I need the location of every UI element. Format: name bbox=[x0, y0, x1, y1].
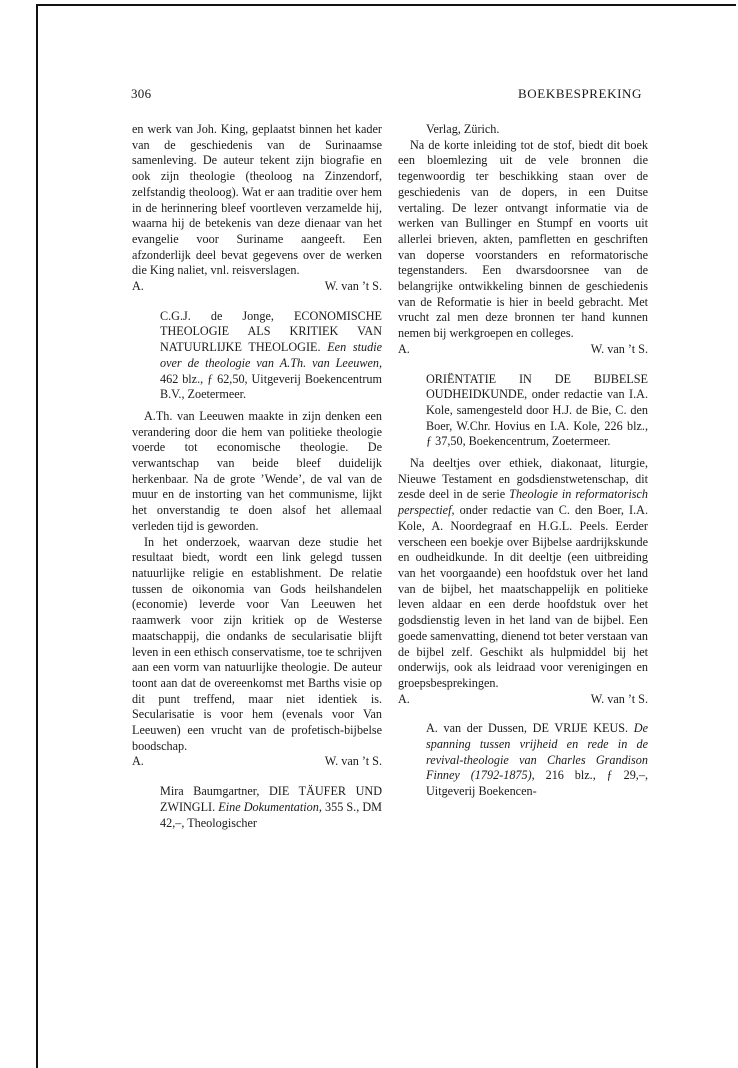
book-author-title: Mira Baumgartner, DIE TÄUFER UND ZWINGLI. bbox=[160, 784, 382, 814]
signature-initial: A. bbox=[398, 691, 410, 706]
book-reference bbox=[398, 721, 648, 800]
reviewer-signature bbox=[398, 342, 648, 358]
reviewer-signature bbox=[398, 692, 648, 708]
book-reference bbox=[132, 309, 382, 403]
page-number: 306 bbox=[131, 86, 152, 101]
running-header: BOEKBESPREKING bbox=[518, 86, 642, 101]
paragraph-text: Na deeltjes over ethiek, diakonaat, liturgie, Nieuwe Testament en godsdienstwetenschap, dit zesde deel in de serie bbox=[398, 456, 648, 502]
paragraph: Na de korte inleiding tot de stof, biedt dit boek een bloemlezing uit de vele bronnen die tegenwoordig ter beschikking staan over de geschiedenis van de dopers, in een Duitse vertaling. De lezer ontvangt informatie via de werken van Bullinger en Stumpf en voorts uit allerlei brieven, akten, pamfletten en geschriften van doperse voorstanders en reformatorische tegenstanders. Een dwarsdoorsnee van de belangrijke ontwikkeling binnen de geschiedenis van de Reformatie is hier in beeld gebracht. Met vrucht zal men deze bronnen ter hand kunnen nemen bij werkgroepen en colleges. bbox=[398, 137, 648, 341]
paragraph-text: onder redactie van C. den Boer, I.A. Kole, A. Noordegraaf en H.G.L. Peels. Eerder verscheen een boekje over Bijbelse aardrijkskunde en oudheidkunde. In dit deeltje (een uitbreiding van het voorgaande) een hoofdstuk over het land van de bijbel, het maatschappelijk en politieke leven aldaar en een derde hoofdstuk over het godsdienstig leven in het land van de bijbel. Een goede samenvatting, dienend tot beter verstaan van de bijbel zelf. Geschikt als hulpmiddel bij het onderwijs, ook als leidraad voor verenigingen en groepsbesprekingen. bbox=[398, 503, 649, 690]
book-reference-continued: Verlag, Zürich. bbox=[426, 122, 500, 136]
signature-initial: A. bbox=[132, 279, 144, 294]
paragraph: In het onderzoek, waarvan deze studie het resultaat biedt, wordt een link gelegd tussen natuurlijke religie en establishment. De relatie tussen de oikonomia van Gods heilshandelen (economie) leverde voor Van Leeuwen het raamwerk voor zijn kritiek op de Westerse maatschappij, die ondanks de secularisatie blijft leven in een ethisch conservatisme, toe te schrijven aan een vorm van natuurlijke theologie. De auteur toont aan dat de overeenkomst met Barths visie op dit punt treffend, maar niet identiek is. Secularisatie is voor hem (evenals voor Van Leeuwen) een vrucht van de profetisch-bijbelse boodschap. bbox=[132, 534, 382, 753]
paragraph: en werk van Joh. King, geplaatst binnen het kader van de geschiedenis van de Surinaamse samenleving. De auteur tekent zijn biografie en ook zijn theologie (theoloog na Zinzendorf, zelfstandig theoloog). Wat er aan traditie over hem in de herinnering bleef voortleven verzamelde hij, waarna hij de betekenis van deze dienaar van het evangelie voor Suriname aangeeft. Een afzonderlijk deel bevat gegevens over de werken die King naliet, vnl. reisverslagen. bbox=[132, 122, 382, 278]
right-column bbox=[398, 122, 648, 806]
left-column bbox=[132, 122, 382, 837]
book-details: 355 S., DM 42,–, Theologischer bbox=[160, 799, 383, 830]
book-author-title: A. van der Dussen, DE VRIJE KEUS. bbox=[426, 721, 629, 736]
book-subtitle: De spanning tussen vrijheid en rede in de revival-theologie van Charles Grandison Finney (1792-1875), bbox=[426, 721, 649, 783]
book-author-title: C.G.J. de Jonge, ECONOMISCHE THEOLOGIE ALS KRITIEK VAN NATUURLIJKE THEOLOGIE. bbox=[160, 308, 382, 355]
signature-name: W. van ’t S. bbox=[590, 691, 648, 706]
paragraph: A.Th. van Leeuwen maakte in zijn denken een verandering door die hem van politieke theologie voerde tot economische theologie. De verwantschap van beide bleef duidelijk herkenbaar. Na de grote ’Wende’, de val van de muur en de instorting van het communisme, lijkt het onverstandig te doen alsof het allemaal verleden tijd is geworden. bbox=[132, 408, 382, 533]
book-reference bbox=[132, 784, 382, 831]
paragraph bbox=[398, 456, 648, 692]
reviewer-signature bbox=[132, 754, 382, 770]
book-details: 216 blz., ƒ 29,–, Uitgeverij Boekencen- bbox=[426, 768, 648, 799]
book-subtitle: Eine Dokumentation, bbox=[218, 799, 322, 814]
signature-initial: A. bbox=[398, 341, 410, 356]
signature-initial: A. bbox=[132, 754, 144, 769]
series-title: Theologie in reformatorisch perspectief, bbox=[398, 487, 648, 518]
scan-border-left bbox=[36, 4, 38, 1068]
scan-border-top bbox=[36, 4, 736, 6]
signature-name: W. van ’t S. bbox=[324, 754, 382, 769]
reviewer-signature bbox=[132, 279, 382, 295]
book-subtitle: Een studie over de theologie van A.Th. van Leeuwen, bbox=[160, 340, 383, 370]
book-details: 462 blz., ƒ 62,50, Uitgeverij Boekencentrum B.V., Zoetermeer. bbox=[160, 371, 382, 402]
signature-name: W. van ’t S. bbox=[324, 279, 382, 294]
book-reference: ORIËNTATIE IN DE BIJBELSE OUDHEIDKUNDE, onder redactie van I.A. Kole, samengesteld door H.J. de Bie, C. den Boer, W.Chr. Hovius en I.A. Kole, 226 blz., ƒ 37,50, Boekencentrum, Zoetermeer. bbox=[426, 371, 648, 449]
signature-name: W. van ’t S. bbox=[590, 341, 648, 356]
